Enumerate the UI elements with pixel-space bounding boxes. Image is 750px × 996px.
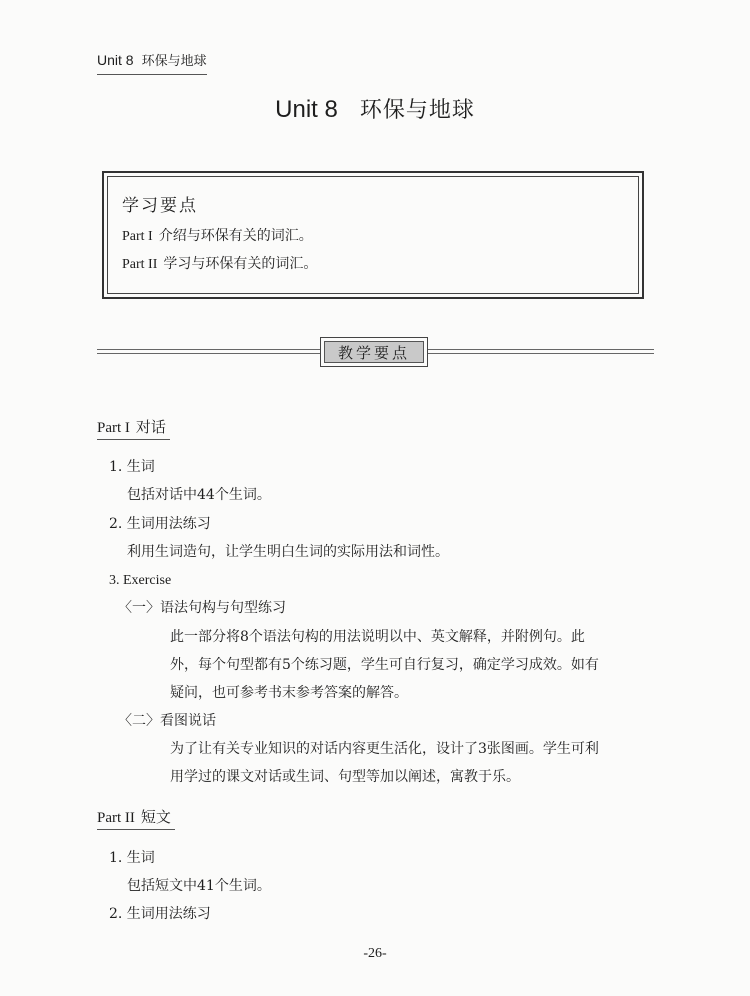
list-item-label: 2. 生词用法练习 (109, 906, 211, 922)
banner-rule-right (428, 349, 654, 354)
running-header-topic: 环保与地球 (141, 54, 207, 69)
page-title-topic: 环保与地球 (359, 98, 475, 123)
page-title-unit: Unit 8 (275, 96, 338, 123)
banner-rule-left (97, 349, 320, 354)
key-points-heading: 学习要点 (122, 196, 198, 216)
list-item-label: 1. 生词 (109, 850, 155, 866)
key-points-part-label: Part II (122, 257, 158, 272)
key-points-text: 介绍与环保有关的词汇。 (158, 228, 313, 244)
sub-item-label: 〈二〉看图说话 (118, 713, 216, 729)
key-points-part-label: Part I (122, 229, 153, 244)
list-item-label: 3. Exercise (109, 573, 172, 588)
list-item-text: 包括对话中44个生词。 (127, 487, 271, 503)
key-points-line (122, 225, 313, 248)
section-banner (320, 337, 428, 367)
section-banner-label: 教学要点 (324, 341, 424, 363)
paragraph-line: 用学过的课文对话或生词、句型等加以阐述，寓教于乐。 (170, 769, 520, 785)
list-item-label: 2. 生词用法练习 (109, 516, 211, 532)
part1-label: Part I (97, 420, 130, 436)
part1-title (97, 416, 170, 440)
part2-title (97, 806, 175, 830)
part1-name: 对话 (135, 418, 166, 436)
key-points-line (122, 253, 317, 276)
paragraph-line: 外，每个句型都有5个练习题，学生可自行复习，确定学习成效。如有 (170, 657, 599, 673)
list-item-text: 利用生词造句，让学生明白生词的实际用法和词性。 (127, 544, 449, 560)
part2-name: 短文 (140, 808, 171, 826)
page-title (0, 92, 750, 129)
page-number: -26- (363, 946, 387, 961)
list-item-label: 1. 生词 (109, 459, 155, 475)
running-header-unit: Unit 8 (97, 52, 134, 68)
sub-item-label: 〈一〉语法句构与句型练习 (118, 600, 286, 616)
list-item-text: 包括短文中41个生词。 (127, 878, 271, 894)
paragraph-line: 疑问，也可参考书末参考答案的解答。 (170, 685, 408, 701)
key-points-text: 学习与环保有关的词汇。 (163, 256, 318, 272)
running-header (97, 50, 207, 75)
paragraph-line: 为了让有关专业知识的对话内容更生活化，设计了3张图画。学生可利 (170, 741, 599, 757)
paragraph-line: 此一部分将8个语法句构的用法说明以中、英文解释，并附例句。此 (170, 629, 585, 645)
part2-label: Part II (97, 810, 135, 826)
